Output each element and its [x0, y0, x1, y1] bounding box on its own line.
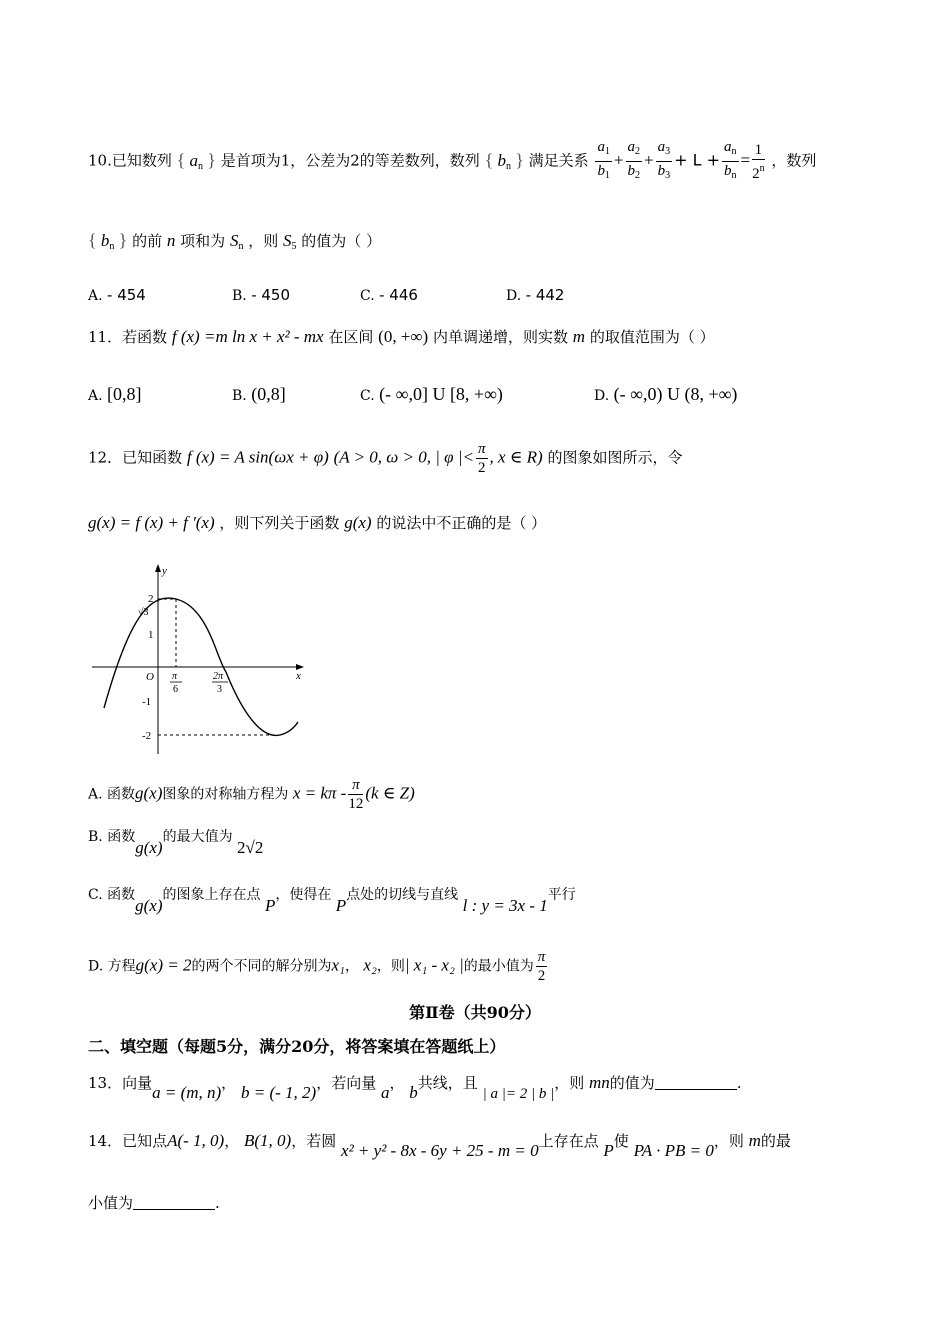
sine-graph: [88, 562, 310, 758]
q11-option-d: D. (- ∞,0) U (8, +∞): [594, 384, 738, 404]
frac-a2b2: $\frac{a_2}{b_2}$: [627, 139, 641, 181]
q13-answer-blank: [655, 1075, 737, 1090]
section-heading: 二、填空题（每题5分，满分20分，将答案填在答题纸上）: [88, 1037, 506, 1056]
q14-line1: 14．已知点A(- 1, 0)， B(1, 0)，若圆 x² + y² - 8x - 6y + 25 - m = 0上存在点 P使 PA · PB = 0，则 m的最: [88, 1131, 791, 1160]
q11-option-c: C. (- ∞,0] U [8, +∞): [360, 384, 503, 404]
y-tick-sqrt3: √3: [138, 607, 149, 618]
q11-function: f (x) =m ln x + x² - mx: [171, 327, 324, 346]
q11-option-a: A. [0,8]: [88, 384, 142, 404]
q10-line2: { $b_n$ } 的前 n 项和为 $S_n$ ，则 $S_5$ 的值为（ ）: [88, 230, 382, 252]
frac-a3b3: $\frac{a_3}{b_3}$: [657, 139, 671, 181]
frac-anbn: $\frac{a_n}{b_n}$: [724, 139, 737, 181]
y-axis-label: y: [162, 565, 167, 577]
q10-line1: 10.已知数列 { $a_n$ } 是首项为1，公差为2的等差数列，数列 { $b_n$ } 满足关系 $\frac{a_1}{b_1}$ + $\frac{a_2}{b_2}$ + $\frac{a_3}{b_3}$ + L + $\frac{a_n}{b_n}$ = $\frac{1}{2^n}$ ，数列: [88, 138, 816, 185]
q12-line2: g(x) = f (x) + f '(x) ，则下列关于函数 g(x) 的说法中不正确的是（ ）: [88, 513, 547, 532]
x-tick-2pi3-den: 3: [217, 684, 222, 695]
x-tick-pi6-num: π: [172, 671, 178, 682]
frac-a1b1: $\frac{a_1}{b_1}$: [597, 139, 610, 181]
q11-option-b: B. (0,8]: [232, 384, 286, 404]
seq-b: { $b_n$ }: [484, 149, 524, 172]
x-tick-2pi3-num: 2π: [213, 671, 224, 682]
q12-option-b: B. 函数g(x)的最大值为 2√2: [88, 829, 264, 857]
y-tick-1: 1: [148, 629, 154, 641]
q10-option-d: D. - 442: [506, 286, 565, 304]
q14-answer-blank: [133, 1195, 215, 1210]
y-tick-neg1: -1: [142, 696, 152, 708]
q10-option-c: C. - 446: [360, 286, 418, 304]
origin-label: O: [146, 671, 154, 683]
seq-a: { $a_n$ }: [176, 149, 216, 172]
y-tick-2: 2: [148, 593, 154, 605]
section-title: 第Ⅱ卷（共90分）: [409, 1003, 541, 1022]
q10-option-a: A. - 454: [88, 286, 146, 304]
q14-line2: 小值为 .: [88, 1194, 220, 1212]
frac-half-n: $\frac{1}{2^n}$: [752, 141, 765, 182]
q12-option-a: A. 函数g(x)图象的对称轴方程为 x = kπ - $\frac{\pi}{12}$ (k ∈ Z): [88, 777, 415, 812]
q11-line: 11．若函数 f (x) =m ln x + x² - mx 在区间 (0, +∞) 内单调递增，则实数 m 的取值范围为（ ）: [88, 327, 715, 346]
q13-line: 13．向量a = (m, n)， b = (- 1, 2)，若向量 a， b共线，且 | a |= 2 | b |，则 mn的值为 .: [88, 1073, 742, 1102]
q12-option-d: D. 方程g(x) = 2的两个不同的解分别为x₁， x₂，则| x₁ - x₂ |的最小值为 $\frac{\pi}{2}$: [88, 949, 546, 984]
q12-option-c: C. 函数g(x)的图象上存在点 P，使得在 P点处的切线与直线 l : y = 3x - 1平行: [88, 887, 576, 915]
x-tick-pi6-den: 6: [173, 684, 178, 695]
q10-option-b: B. - 450: [232, 286, 291, 304]
q12-line1: 12．已知函数 f (x) = A sin(ωx + φ) (A > 0, ω > 0, | φ |< $\frac{\pi}{2}$ , x ∈ R) 的图象如图所示，令: [88, 441, 683, 476]
x-axis-label: x: [296, 670, 301, 682]
y-tick-neg2: -2: [142, 730, 152, 742]
